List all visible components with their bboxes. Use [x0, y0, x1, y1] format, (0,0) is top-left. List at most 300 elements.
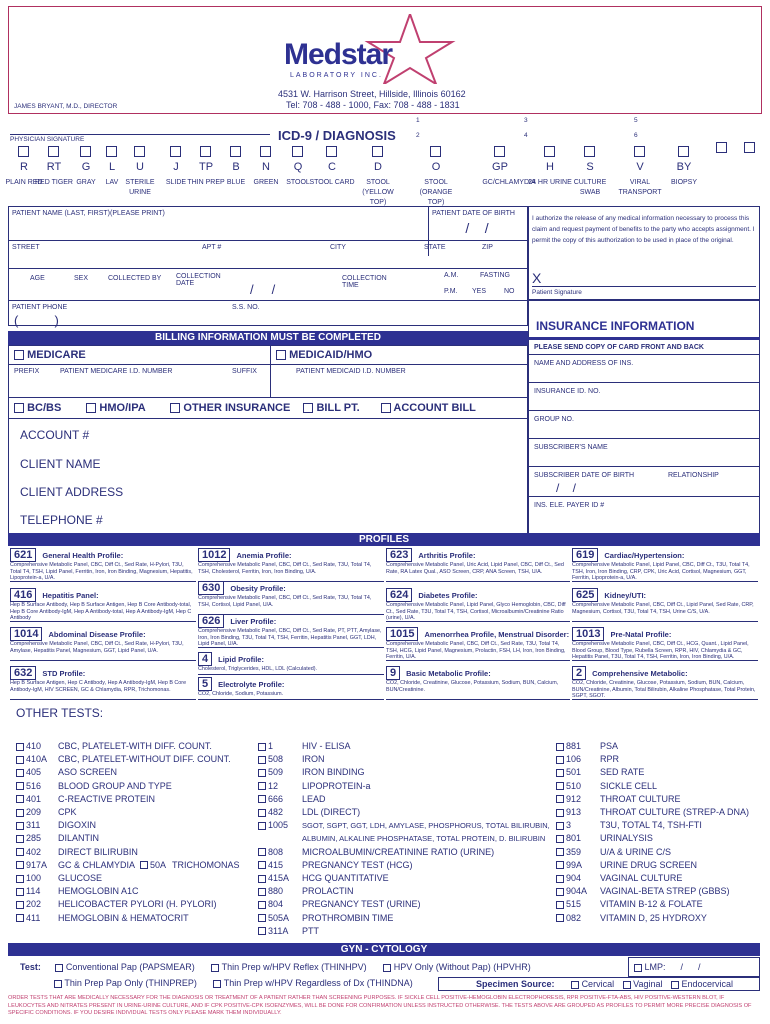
profile-1014[interactable] — [10, 627, 196, 661]
test-99a[interactable] — [556, 860, 697, 870]
test-name: PROTHROMBIN TIME — [302, 912, 394, 923]
test-name: THROAT CULTURE (STREP-A DNA) — [600, 807, 750, 817]
ins-line-3 — [528, 410, 760, 411]
test-code: 359 — [566, 846, 582, 857]
ins-name-label: NAME AND ADDRESS OF INS. — [534, 360, 634, 367]
tube-checkbox-v[interactable] — [634, 146, 645, 157]
test-804[interactable] — [258, 899, 421, 909]
vaginal-label: Vaginal — [633, 979, 663, 989]
other-insurance-option[interactable] — [170, 402, 290, 414]
ins-line-1 — [528, 354, 760, 355]
hmo-option[interactable] — [86, 402, 145, 414]
profiles-header: PROFILES — [8, 533, 760, 546]
test-checkbox[interactable] — [556, 914, 564, 922]
test-1005[interactable] — [258, 820, 550, 830]
patient-phone-field[interactable]: ( ) — [14, 313, 59, 328]
test-name: ALBUMIN, ALKALINE PHOSPHATASE, TOTAL PROTEIN, D. BILIRUBIN — [302, 834, 546, 844]
patient-name-field[interactable] — [12, 220, 424, 236]
test-code: 285 — [26, 833, 42, 844]
test-881[interactable] — [556, 741, 618, 751]
test-name: MICROALBUMIN/CREATININE RATIO (URINE) — [302, 846, 495, 857]
test-50a[interactable] — [140, 860, 240, 870]
sub-dob-label: SUBSCRIBER DATE OF BIRTH — [534, 472, 635, 479]
test-code: 904A — [566, 886, 588, 897]
test-checkbox[interactable] — [556, 888, 564, 896]
bill-pt-option[interactable] — [303, 402, 359, 414]
test-516[interactable] — [16, 781, 172, 791]
test-311[interactable] — [16, 820, 96, 830]
test-checkbox[interactable] — [16, 743, 24, 751]
tube-label: VIRAL TRANSPORT — [618, 179, 662, 196]
test-checkbox[interactable] — [258, 782, 266, 790]
tube-checkbox-c[interactable] — [326, 146, 337, 157]
test-checkbox[interactable] — [16, 822, 24, 830]
profile-name: Cardiac/Hypertension: — [604, 551, 685, 560]
tube-checkbox-r[interactable] — [18, 146, 29, 157]
tube-code: O — [431, 161, 441, 173]
conventional-pap-label: Conventional Pap (PAPSMEAR) — [65, 962, 195, 972]
profile-code: 2 — [572, 666, 586, 680]
profile-description: Comprehensive Metabolic Panel, CBC, Diff Ct., Sed Rate, PT, PTT, Amylase, Iron, Iron Binding, T3U, Total T4, TSH, Ferritin, Hepatitis Panel, GGT, LDH, Lipid Panel, U/A. — [198, 628, 382, 647]
thin-dx-option[interactable] — [213, 978, 412, 988]
test-checkbox[interactable] — [16, 914, 24, 922]
profile-name: Amenorrhea Profile, Menstrual Disorder: — [424, 630, 570, 639]
tube-label: BLUE — [226, 179, 246, 186]
test-name: C-REACTIVE PROTEIN — [58, 793, 156, 804]
test-415a[interactable] — [258, 873, 389, 883]
profile-1012[interactable] — [198, 548, 384, 582]
vaginal-option[interactable] — [623, 979, 663, 989]
tube-checkbox-n[interactable] — [260, 146, 271, 157]
test-name: RPR — [600, 754, 620, 765]
test-name: BLOOD GROUP AND TYPE — [58, 780, 172, 791]
test-code: 1005 — [268, 820, 289, 831]
test-name: IRON BINDING — [302, 767, 365, 778]
profile-description: Cholesterol, Triglycerides, HDL, LDL (Calculated). — [198, 666, 318, 672]
test-checkbox[interactable] — [258, 822, 266, 830]
test-code: 917A — [26, 859, 48, 870]
profile-description: Comprehensive Metabolic Panel, CBC, Diff Ct., HCG, Quant., Lipid Panel, Blood Group, Blood Type, Rubella Screen, RPR, HIV, Chlamydia & GC, Hepatitis Panel, T3U, Total T4, TSH, Ferritin, Iron, Iron Binding, U/A. — [572, 641, 749, 660]
test-checkbox[interactable] — [16, 901, 24, 909]
test-410a[interactable] — [16, 754, 231, 764]
profile-name: Hepatitis Panel: — [42, 591, 99, 600]
ins-line-6 — [528, 496, 760, 497]
test-checkbox[interactable] — [556, 782, 564, 790]
fasting-yes[interactable]: YES — [472, 288, 487, 295]
profile-code: 630 — [198, 581, 224, 595]
billing-line-3 — [8, 418, 528, 419]
test-checkbox[interactable] — [16, 795, 24, 803]
test-515[interactable] — [556, 899, 703, 909]
test-checkbox[interactable] — [258, 901, 266, 909]
test-082[interactable] — [556, 913, 707, 923]
profile-4[interactable] — [198, 652, 384, 675]
test-name: U/A & URINE C/S — [600, 846, 672, 857]
test-checkbox[interactable] — [16, 756, 24, 764]
collected-by-label: COLLECTED BY — [108, 275, 162, 282]
test-checkbox[interactable] — [258, 888, 266, 896]
icd-num-4: 4 — [524, 132, 528, 139]
dob-field[interactable]: / / — [465, 220, 489, 236]
hpv-only-option[interactable] — [383, 962, 531, 972]
payer-label: INS. ELE. PAYER ID # — [534, 502, 605, 509]
test-checkbox[interactable] — [556, 769, 564, 777]
test-checkbox[interactable] — [258, 769, 266, 777]
conventional-pap-option[interactable] — [55, 962, 194, 972]
medicaid-id-label: PATIENT MEDICAID I.D. NUMBER — [296, 368, 406, 375]
signature-line[interactable] — [532, 286, 756, 287]
relationship-label: RELATIONSHIP — [668, 472, 719, 479]
tube-checkbox-q[interactable] — [292, 146, 303, 157]
tube-code: Q — [293, 161, 303, 173]
test-name: SGOT, SGPT, GGT, LDH, AMYLASE, PHOSPHORUS, TOTAL BILIRUBIN, — [302, 821, 550, 831]
test-code: 209 — [26, 807, 42, 817]
tube-label: GREEN — [253, 179, 279, 186]
icd-num-2: 2 — [416, 132, 420, 139]
test-checkbox[interactable] — [556, 756, 564, 764]
test-name: ASO SCREEN — [58, 767, 118, 778]
medicare-id-label: PATIENT MEDICARE I.D. NUMBER — [60, 368, 173, 375]
test-name: HEMOGLOBIN & HEMATOCRIT — [58, 912, 189, 923]
profile-code: 625 — [572, 588, 598, 602]
test-code: 082 — [566, 912, 582, 923]
ins-id-label: INSURANCE ID. NO. — [534, 388, 601, 395]
profile-name: Liver Profile: — [230, 617, 277, 626]
profile-description: Comprehensive Metabolic Panel, CBC, Diff Ct., Sed Rate, T3U, Total T4, TSH, Cortisol, Lipid Panel, U/A. — [198, 595, 372, 608]
tube-code: S — [586, 161, 594, 173]
test-checkbox[interactable] — [258, 875, 266, 883]
director: JAMES BRYANT, M.D., DIRECTOR — [14, 103, 118, 110]
test-415[interactable] — [258, 860, 413, 870]
gyn-test-label: Test: — [20, 962, 41, 972]
profile-description: CO2, Chloride, Sodium, Potassium. — [198, 691, 284, 697]
test-checkbox[interactable] — [556, 901, 564, 909]
test-checkbox[interactable] — [16, 782, 24, 790]
profile-619[interactable] — [572, 548, 758, 582]
billing-header: BILLING INFORMATION MUST BE COMPLETED — [8, 331, 528, 345]
test-401[interactable] — [16, 794, 155, 804]
lmp-label: LMP: — [644, 962, 666, 972]
test-917a[interactable] — [16, 860, 135, 870]
state-label: STATE — [424, 244, 446, 251]
test-checkbox[interactable] — [556, 835, 564, 843]
test-801[interactable] — [556, 833, 653, 843]
collection-date-field[interactable]: / / — [250, 282, 276, 297]
test-904[interactable] — [556, 873, 682, 883]
test-505a[interactable] — [258, 913, 393, 923]
tube-label: THIN PREP — [187, 179, 225, 186]
test-913[interactable] — [556, 807, 749, 817]
test-checkbox[interactable] — [258, 861, 266, 869]
footer-disclaimer: ORDER TESTS THAT ARE MEDICALLY NECESSARY FOR THE DIAGNOSIS OR TREATMENT OF A PATIENT RATHER THAN SCREENING PURPOSES. IF SICKLE CELL POSITIVE-HEMOGLOBIN ELECTROPHORESIS, RPR POSITIVE-FTA-ABS, HIV POSITIVE-WESTERN BLOT, IF LEUKOCYTES AND NITRATES PRESENT IN URINE-URINE CULTURE, AND IF CPK POSITIVE-CPK ISOENZYMES, WILL BE DONE FOR CONFIRMATION UNLESS INSTRUCTED OTHERWISE. THE TESTS ABOVE ARE GROUPED AS PROFILES TO PERMIT MORE PRECISE DIAGNOSIS OF SPECIFIC CONDITIONS. IF YOU DESIRE INDIVIDUAL TESTS ONLY PLEASE MARK THEM INDIVIDUALLY. — [8, 995, 752, 1016]
billing-line-1 — [8, 364, 528, 365]
tube-checkbox-h[interactable] — [544, 146, 555, 157]
medicaid-option[interactable] — [276, 349, 372, 361]
profile-description: Comprehensive Metabolic Panel, Lipid Panel, CBC, Diff Ct., T3U, Total T4, TSH, Iron, Iron Binding, CRP, CPK, Uric Acid, Cortisol, Magnesium, GGT, Ferritin, Lipoprotein-a, U/A. — [572, 562, 750, 581]
signature-label: Patient Signature — [532, 289, 582, 296]
account-bill-option[interactable] — [381, 402, 476, 414]
test-666[interactable] — [258, 794, 326, 804]
physician-signature-line[interactable] — [10, 134, 270, 135]
tube-code: BY — [676, 161, 692, 173]
endocervical-option[interactable] — [671, 979, 733, 989]
test-checkbox[interactable] — [16, 769, 24, 777]
specimen-row — [476, 979, 733, 989]
test-name: THROAT CULTURE — [600, 793, 681, 804]
profile-description: Hep B Surface Antigen, Hep C Antibody, Hep A Antibody-IgM, Hep B Core Antibody-IgM, HIV SCREEN, GC & Chlamydia, RPR, Trichomonas. — [10, 680, 187, 693]
test-checkbox[interactable] — [258, 809, 266, 817]
profile-description: Comprehensive Metabolic Panel, Uric Acid, Lipid Panel, CBC, Diff Ct., Sed Rate, RA Latex Qual., ASO Screen, CRP, ANA Screen, TSH, U/A. — [386, 562, 564, 575]
test-checkbox[interactable] — [556, 809, 564, 817]
profile-description: Comprehensive Metabolic Panel, CBC, Diff Ct., Sed Rate, T3U, Total T4, TSH, HCG, Lipid Panel, Magnesium, Prolactin, FSH, LH, Iron, Iron Binding, Ferritin, U/A. — [386, 641, 566, 660]
tube-checkbox-by[interactable] — [678, 146, 689, 157]
test-code: 666 — [268, 793, 284, 804]
test-402[interactable] — [16, 847, 138, 857]
profile-name: Anemia Profile: — [236, 551, 292, 560]
test-checkbox[interactable] — [556, 743, 564, 751]
tube-checkbox-extra[interactable] — [716, 142, 727, 153]
test-checkbox[interactable] — [16, 809, 24, 817]
test-code: 410A — [26, 754, 48, 765]
tube-checkbox-rt[interactable] — [48, 146, 59, 157]
logo-subtext: LABORATORY INC. — [290, 72, 383, 79]
test-code: 202 — [26, 899, 42, 910]
tube-checkbox-u[interactable] — [134, 146, 145, 157]
test-checkbox[interactable] — [556, 822, 564, 830]
test-912[interactable] — [556, 794, 681, 804]
profile-name: Electrolyte Profile: — [218, 680, 285, 689]
zip-label: ZIP — [482, 244, 493, 251]
profile-2[interactable] — [572, 666, 758, 700]
tube-label: CULTURE SWAB — [573, 179, 607, 196]
profile-description: Hep B Surface Antibody, Hep B Surface Antigen, Hep B Core Antibody-total, Hep B Core Antibody-IgM, Hep A Antibody-total, Hep A Antibody-IgM, Hep C Antibody — [10, 602, 192, 621]
test-482[interactable] — [258, 807, 360, 817]
tube-label: BIOPSY — [670, 179, 698, 186]
bill-pt-label: BILL PT. — [316, 402, 360, 414]
tube-label: RED TIGER — [35, 179, 73, 186]
collection-time-label: COLLECTION TIME — [342, 275, 387, 289]
test-name: VAGINAL-BETA STREP (GBBS) — [600, 886, 730, 897]
test-name: CBC, PLATELET-WITHOUT DIFF. COUNT. — [58, 754, 231, 765]
test-checkbox[interactable] — [16, 835, 24, 843]
tube-checkbox-gp[interactable] — [494, 146, 505, 157]
test-880[interactable] — [258, 886, 354, 896]
street-label: STREET — [12, 244, 40, 251]
subscriber-label: SUBSCRIBER'S NAME — [534, 444, 608, 451]
test-code: 415A — [268, 873, 290, 883]
test-405[interactable] — [16, 767, 117, 777]
tube-code: L — [108, 161, 116, 173]
test-name: TRICHOMONAS — [172, 859, 240, 870]
profile-5[interactable] — [198, 677, 384, 700]
sub-dob-field[interactable]: / / — [556, 481, 577, 495]
test-106[interactable] — [556, 754, 619, 764]
test-808[interactable] — [258, 847, 494, 857]
test-code: 515 — [566, 899, 582, 910]
test-checkbox[interactable] — [556, 848, 564, 856]
prefix-label: PREFIX — [14, 368, 40, 375]
test-name: DIGOXIN — [58, 820, 97, 831]
test-name: T3U, TOTAL T4, TSH-FTI — [600, 820, 702, 831]
profile-name: Kidney/UTI: — [604, 591, 647, 600]
profile-9[interactable] — [386, 666, 570, 700]
profile-name: General Health Profile: — [42, 551, 124, 560]
test-code: 50A — [150, 859, 167, 870]
test-114[interactable] — [16, 886, 139, 896]
profile-code: 619 — [572, 548, 598, 562]
test-359[interactable] — [556, 847, 671, 857]
test-name: URINALYSIS — [600, 833, 653, 844]
test-name: VAGINAL CULTURE — [600, 873, 683, 883]
test-code: 100 — [26, 873, 42, 883]
tube-checkbox-o[interactable] — [430, 146, 441, 157]
test-code: 114 — [26, 886, 41, 897]
test-code: 912 — [566, 793, 582, 804]
tube-code: TP — [198, 161, 214, 173]
test-checkbox[interactable] — [16, 875, 24, 883]
profile-626[interactable] — [198, 614, 384, 648]
test-1[interactable] — [258, 741, 351, 751]
telephone-label: TELEPHONE # — [20, 513, 103, 527]
profile-1013[interactable] — [572, 627, 758, 661]
ins-line-5 — [528, 466, 760, 467]
thin-only-option[interactable] — [54, 978, 197, 988]
client-name-label: CLIENT NAME — [20, 457, 101, 471]
tube-checkbox-s[interactable] — [584, 146, 595, 157]
gyn-row-2 — [54, 978, 413, 988]
test-code: 904 — [566, 873, 582, 883]
lmp-field[interactable]: LMP: / / — [634, 962, 701, 972]
test-209[interactable] — [16, 807, 77, 817]
test-name: HELICOBACTER PYLORI (H. PYLORI) — [58, 899, 217, 910]
profile-code: 632 — [10, 666, 36, 680]
test-code: 405 — [26, 767, 42, 778]
billing-mid-divider — [270, 345, 271, 397]
test-checkbox[interactable] — [556, 861, 564, 869]
test-name: HIV - ELISA — [302, 741, 351, 751]
insurance-title: INSURANCE INFORMATION — [536, 319, 695, 333]
test-code: 804 — [268, 899, 284, 910]
test-904a[interactable] — [556, 886, 730, 896]
test-checkbox[interactable] — [258, 914, 266, 922]
cervical-label: Cervical — [581, 979, 615, 989]
test-285[interactable] — [16, 833, 99, 843]
cervical-option[interactable] — [571, 979, 614, 989]
tube-checkbox-extra[interactable] — [744, 142, 755, 153]
test-509[interactable] — [258, 767, 365, 777]
profile-code: 626 — [198, 614, 224, 628]
fasting-no[interactable]: NO — [504, 288, 515, 295]
test-checkbox[interactable] — [556, 795, 564, 803]
test-checkbox[interactable] — [258, 848, 266, 856]
patient-phone-label: PATIENT PHONE — [12, 304, 68, 311]
profile-624[interactable] — [386, 588, 570, 622]
test-202[interactable] — [16, 899, 217, 909]
profile-625[interactable] — [572, 588, 758, 622]
tube-label: STOOL — [286, 179, 310, 186]
profile-name: Arthritis Profile: — [418, 551, 476, 560]
test-checkbox[interactable] — [258, 756, 266, 764]
test-checkbox[interactable] — [16, 861, 24, 869]
test-checkbox[interactable] — [556, 875, 564, 883]
test-name: GC & CHLAMYDIA — [58, 859, 136, 870]
profile-621[interactable] — [10, 548, 196, 582]
tube-checkbox-l[interactable] — [106, 146, 117, 157]
pm-label: P.M. — [444, 288, 458, 295]
profile-416[interactable] — [10, 588, 196, 622]
test-12[interactable] — [258, 781, 371, 791]
suffix-label: SUFFIX — [232, 368, 257, 375]
tube-checkbox-b[interactable] — [230, 146, 241, 157]
insurance-title-bar — [528, 337, 760, 340]
ins-line-2 — [528, 382, 760, 383]
thinprep-hpv-option[interactable] — [211, 962, 366, 972]
signature-x: X — [532, 270, 542, 286]
test-code: 516 — [26, 780, 42, 791]
test-name: PSA — [600, 741, 619, 751]
bcbs-label: BC/BS — [27, 402, 62, 414]
profile-623[interactable] — [386, 548, 570, 582]
other-tests-title: OTHER TESTS: — [16, 706, 104, 720]
tube-code: J — [173, 161, 179, 173]
tube-code: D — [374, 161, 382, 173]
profile-630[interactable] — [198, 581, 384, 615]
test-name: LIPOPROTEIN-a — [302, 780, 371, 791]
test-name: PREGNANCY TEST (URINE) — [302, 899, 421, 910]
test-checkbox[interactable] — [258, 927, 266, 935]
test-411[interactable] — [16, 913, 189, 923]
city-label: CITY — [330, 244, 346, 251]
profile-632[interactable] — [10, 666, 196, 700]
test-checkbox[interactable] — [258, 795, 266, 803]
test-501[interactable] — [556, 767, 644, 777]
sex-label: SEX — [74, 275, 89, 282]
tube-label: LAV — [105, 179, 119, 186]
test-code: 106 — [566, 754, 582, 765]
profile-description: Comprehensive Metabolic Panel, CBC, Diff Ct., Sed Rate, H-Pylori, T3U, Total T4, TSH, Lipid Panel, Ferritin, Iron, Iron Binding, Magnesium, Hepatitis, Lipoprotein-a, U/A. — [10, 562, 193, 581]
test-checkbox[interactable] — [16, 888, 24, 896]
physician-signature-label: PHYSICIAN SIGNATURE — [10, 136, 85, 143]
medicare-option[interactable] — [14, 349, 86, 361]
profile-name: Lipid Profile: — [218, 655, 264, 664]
profile-name: Basic Metabolic Profile: — [406, 669, 491, 678]
bcbs-option[interactable] — [14, 402, 61, 414]
test-checkbox[interactable] — [140, 861, 148, 869]
test-3[interactable] — [556, 820, 702, 830]
tube-checkbox-j[interactable] — [170, 146, 181, 157]
test-100[interactable] — [16, 873, 102, 883]
test-410[interactable] — [16, 741, 212, 751]
test-code: 99A — [566, 859, 583, 870]
tube-checkbox-tp[interactable] — [200, 146, 211, 157]
test-checkbox[interactable] — [258, 743, 266, 751]
test-name: HCG QUANTITATIVE — [302, 873, 389, 883]
test-510[interactable] — [556, 781, 657, 791]
test-checkbox[interactable] — [16, 848, 24, 856]
tube-checkbox-g[interactable] — [80, 146, 91, 157]
test-311a[interactable] — [258, 926, 319, 936]
test-code: 1 — [268, 741, 274, 751]
test-508[interactable] — [258, 754, 325, 764]
tube-code: RT — [46, 161, 62, 173]
profile-1015[interactable] — [386, 627, 570, 661]
authorization-text: I authorize the release of any medical information necessary to process this claim and request payment of benefits to the party who accepts assignment. I permit the copy of this authorization to be used in place of the original. — [532, 215, 755, 244]
ssn-label: S.S. NO. — [232, 304, 260, 311]
icd-num-5: 5 — [634, 117, 638, 124]
profile-code: 623 — [386, 548, 412, 562]
am-label: A.M. — [444, 272, 459, 279]
tube-checkbox-d[interactable] — [372, 146, 383, 157]
